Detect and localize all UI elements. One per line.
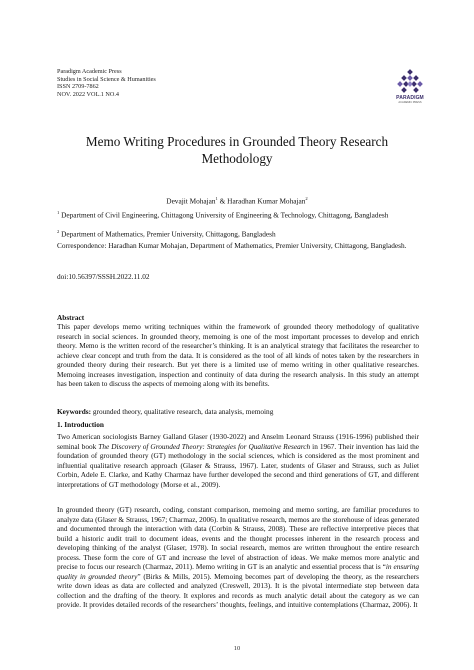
intro-p1-book-title: The Discovery of Grounded Theory: Strategies for Qualitative Research [98, 441, 311, 451]
journal-info [57, 68, 156, 98]
affiliation-1-text: Department of Civil Engineering, Chittagong University of Engineering & Technology, Chittagong, Bangladesh [59, 210, 389, 220]
keywords [57, 407, 419, 416]
logo-subtext: ACADEMIC PRESS [398, 101, 422, 104]
author-1: Devajit Mohajan [166, 196, 216, 206]
intro-p2-part-a: In grounded theory (GT) research, coding, constant comparison, memoing and memo sorting, are familiar procedures to analyze data (Glaser & Strauss, 1967; Charmaz, 2006). In qualitative research, memos are the storehouse of ideas generated and documented through the interaction with data (Corbin & Strauss, 2008). These are reflective interpretive pieces that build a historic audit trail to document ideas, events and the thought processes inherent in the research process and developing thinking of the analyst (Glaser, 1978). In social research, memos are written throughout the entire research process. These form the core of GT and increase the level of abstraction of ideas. We make memos more analytic and precise to focus our research (Charmaz, 2011). Memo writing in GT is an analytic and essential process that is “ [57, 505, 419, 571]
keywords-label: Keywords: [57, 407, 92, 416]
paradigm-logo-icon [395, 68, 425, 98]
intro-p2-part-b: ” (Birks & Mills, 2015). Memoing becomes part of developing the theory, as the researchers write down ideas as data are collected and analyzed (Creswell, 2013). It is the pivotal intermediate step between data collection and the drafting of the theory. It explores and records as much analytic detail about the category as we can provide. It provides detailed records of the researchers’ thoughts, feelings, and intuitive contemplations (Charmaz, 2006). It [57, 571, 419, 609]
intro-p1-part-a: Two American sociologists Barney Galland Glaser (1930-2022) and Anselm Leonard Strauss (1916-1996) published their seminal book [57, 432, 419, 451]
affiliation-2 [57, 227, 419, 239]
affiliation-1-sup: 1 [57, 210, 60, 215]
correspondence: Correspondence: Haradhan Kumar Mohajan, Department of Mathematics, Premier University, Chittagong, Bangladesh. [57, 241, 407, 250]
affiliation-2-sup: 2 [57, 229, 60, 234]
intro-p2-quote: in ensuring quality in grounded theory [57, 562, 420, 581]
journal-publisher: Paradigm Academic Press [57, 68, 122, 75]
author-1-sup: 1 [215, 196, 218, 201]
paper-title: Memo Writing Procedures in Grounded Theory Research Methodology [85, 134, 389, 166]
intro-paragraph-1 [57, 432, 419, 489]
journal-issn: ISSN 2709-7862 [57, 83, 99, 91]
author-2: Haradhan Kumar Mohajan [227, 196, 306, 206]
author-line [57, 196, 417, 205]
logo-text: PARADIGM [396, 95, 424, 101]
page-number: 10 [233, 645, 241, 652]
journal-name: Studies in Social Science & Humanities [57, 75, 156, 83]
abstract-text: This paper develops memo writing techniques within the framework of grounded theory methodology of qualitative research in social sciences. In grounded theory, memoing is one of the most important processes to develop and enrich theory. Memo is the written record of the researcher’s thinking. It is an analytical strategy that facilitates the researcher to achieve clear concept and truth from the data. It is considered as the tool of all kinds of notes taken by the researchers in grounded theory during their research. But yet there is a limited use of memo writing in other qualitative researches. Memoing increases investigation, inspection and continuity of data during the research analysis. In this study an attempt has been taken to discuss the aspects of memoing along with its benefits. [57, 322, 419, 388]
affiliation-1 [57, 208, 419, 220]
intro-paragraph-2 [57, 505, 419, 610]
author-separator: & [217, 196, 228, 206]
section-heading-introduction: 1. Introduction [57, 420, 104, 429]
keywords-text: grounded theory, qualitative research, data analysis, memoing [91, 407, 274, 416]
author-2-sup: 2 [305, 196, 308, 201]
journal-issue: NOV. 2022 VOL.1 NO.4 [57, 90, 119, 98]
abstract-heading: Abstract [57, 313, 85, 322]
affiliation-2-text: Department of Mathematics, Premier University, Chittagong, Bangladesh [59, 229, 276, 239]
doi-link[interactable]: doi:10.56397/SSSH.2022.11.02 [57, 272, 150, 281]
intro-p1-part-b: in 1967. Their invention has laid the foundation of grounded theory (GT) methodology in the social sciences, which is considered as the most prominent and influential qualitative research approach (Glaser & Strauss, 1967). Later, students of Glaser and Strauss, such as Juliet Corbin, Adele E. Clarke, and Kathy Charmaz have further developed the second and third generations of GT, and different interpretations of GT methodology (Morse et al., 2009). [57, 441, 419, 489]
